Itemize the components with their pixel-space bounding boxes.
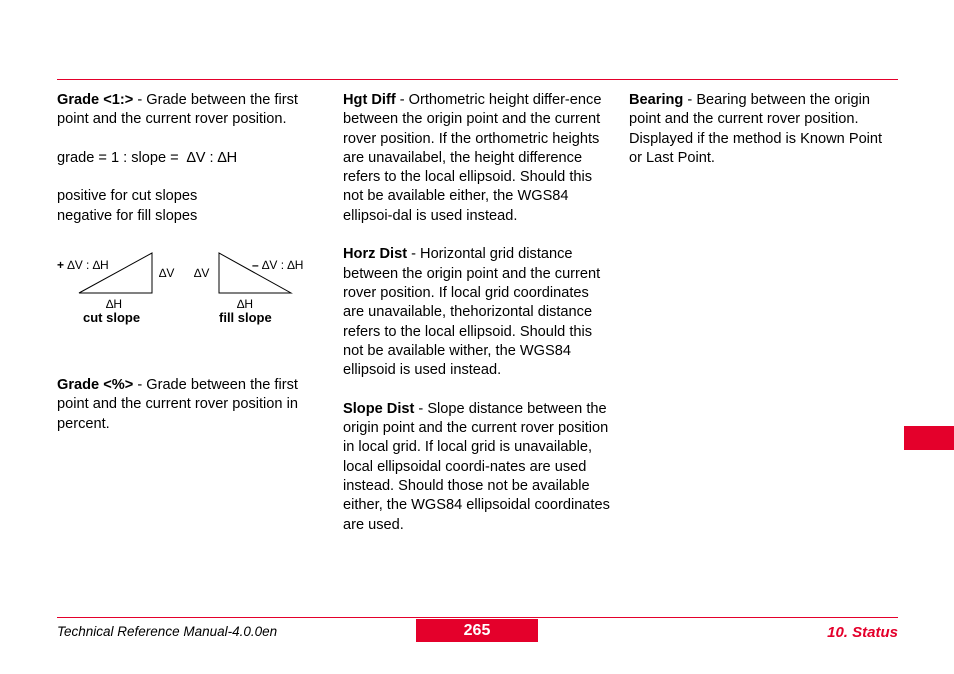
hgt-term: Hgt Diff [343,92,396,108]
positive-note: positive for cut slopes [57,188,198,205]
fill-caption: fill slope [219,310,272,326]
cut-caption: cut slope [83,310,141,326]
horz-paragraph [343,245,613,380]
chapter-tab-marker [904,426,954,450]
column-3 [629,91,899,168]
negative-note: negative for fill slopes [57,207,198,224]
grade-formula: grade = 1 : slope = ∆V : ∆H [57,149,238,166]
bearing-desc: - Bearing between the origin point and the current rover position. Displayed if the method is Known Point or Last Point. [629,92,883,166]
gradepct-desc: - Grade between the first point and the current rover position in percent. [57,377,298,432]
hgt-paragraph [343,91,613,226]
gradepct-term: Grade <%> [57,377,134,394]
page-number: 265 [416,619,538,642]
slope-desc: - Slope distance between the origin point and the current rover position in local grid. If local grid is unavailable, local ellipsoidal coordi-nates are used instead. Should those not be available either, the WGS84 ellipsoidal coordinates are used. [343,400,610,533]
section-title: 10. Status [827,624,898,641]
fill-ratio-label [252,258,303,272]
fill-dh-label: ∆H [237,297,254,312]
cut-sign: + [57,258,65,273]
cut-dv-label: ∆V [159,266,175,281]
cut-ratio-label [57,258,109,272]
horz-desc: - Horizontal grid distance between the origin point and the current rover position. If local grid coordinates are unavailable, thehorizontal distance refers to the local ellipsoid. Should this not be available wither, the WGS84 ellipsoid is used instead. [343,246,601,379]
grade1-paragraph [57,91,329,130]
column-1 [57,91,329,434]
header-rule [57,79,898,80]
bearing-term: Bearing [629,92,684,108]
horz-term: Horz Dist [343,246,408,263]
hgt-desc: - Orthometric height differ-ence between the origin point and the current rover position. If the orthometric heights are unavailabel, the height difference refers to the local ellipsoid. Should this not be available either, the WGS84 ellipsoi-dal is used instead. [343,92,602,224]
grade1-term: Grade <1:> [57,92,134,108]
slope-paragraph [343,400,613,535]
bearing-paragraph [629,91,899,168]
gradepct-paragraph [57,376,329,434]
slope-term: Slope Dist [343,400,415,417]
cut-dh-label: ∆H [106,297,123,312]
cut-ratio: ∆V : ∆H [64,258,109,273]
column-2 [343,91,613,535]
slope-diagram [57,248,329,368]
fill-dv-label: ∆V [194,266,210,281]
footer-rule [57,617,898,618]
manual-title: Technical Reference Manual-4.0.0en [57,624,278,639]
fill-sign: – [252,258,259,273]
grade1-desc: - Grade between the first point and the current rover position. [57,92,298,128]
fill-ratio: ∆V : ∆H [258,258,304,273]
